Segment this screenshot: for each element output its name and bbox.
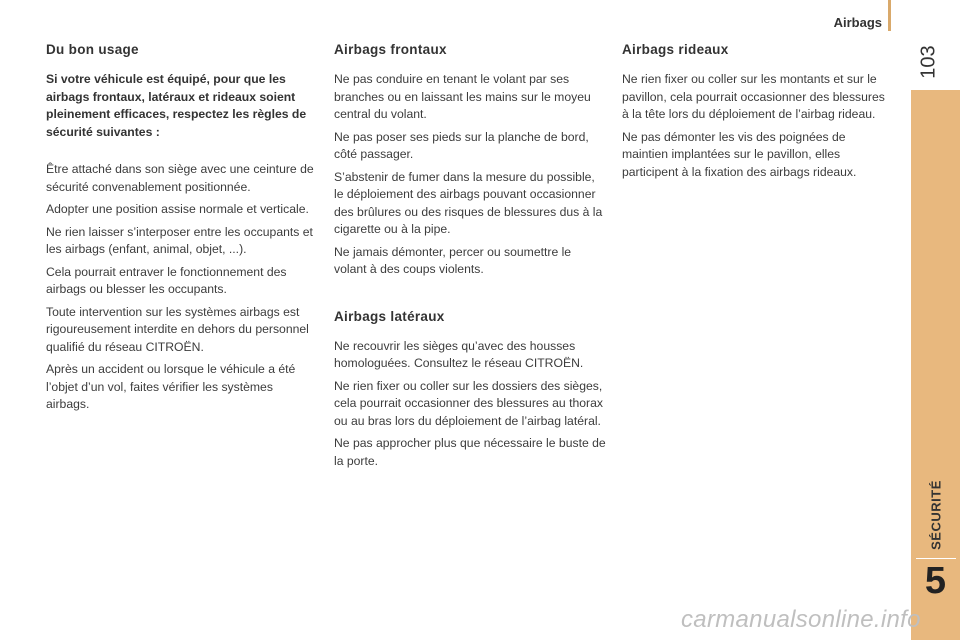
paragraph: Après un accident ou lorsque le véhicule a été l’objet d’un vol, faites vérifier les systèmes airbags. xyxy=(46,362,296,411)
paragraph: Ne rien fixer ou coller sur les dossiers des sièges, cela pourrait occasionner des blessures au thorax ou au bras lors du déploiement de l’airbag latéral. xyxy=(334,378,603,428)
paragraph: Être attaché dans son siège avec une ceinture de sécurité convenablement positionnée. xyxy=(46,162,314,194)
paragraph: Ne rien laisser s’interposer entre les occupants et les airbags (enfant, animal, objet, ...). xyxy=(46,224,313,256)
paragraph: Ne pas démonter les vis des poignées de maintien implantées sur le pavillon, elles participent à la fixation des airbags rideaux. xyxy=(622,129,857,179)
section-label xyxy=(911,470,960,560)
heading-good-usage: Du bon usage xyxy=(46,42,139,57)
heading-side-airbags: Airbags latéraux xyxy=(334,308,445,324)
paragraph: Cela pourrait entraver le fonctionnement des airbags ou blesser les occupants. xyxy=(46,264,287,296)
page-number-text: 103 xyxy=(917,45,940,79)
column-front-airbags xyxy=(334,42,606,475)
paragraph: S’abstenir de fumer dans la mesure du possible, le déploiement des airbags pouvant occasionner des brûlures ou des risques de blessures dus à la cigarette ou à la pipe. xyxy=(334,169,603,236)
paragraph: Ne jamais démonter, percer ou soumettre le volant à des coups violents. xyxy=(334,244,572,276)
column-curtain-airbags xyxy=(622,42,894,186)
paragraph: Ne pas poser ses pieds sur la planche de bord, côté passager. xyxy=(334,129,589,161)
column-good-usage xyxy=(46,42,318,419)
header-accent-rule xyxy=(888,0,891,31)
page-number xyxy=(904,42,954,82)
paragraph: Toute intervention sur les systèmes airbags est rigoureusement interdite en dehors du personnel qualifié du réseau CITROËN. xyxy=(46,304,309,354)
paragraph: Ne rien fixer ou coller sur les montants et sur le pavillon, cela pourrait occasionner des blessures à la tête lors du déploiement de l’airbag rideau. xyxy=(622,72,885,121)
paragraph: Ne pas conduire en tenant le volant par ses branches ou en laissant les mains sur le moyeu central du volant. xyxy=(334,72,591,121)
running-header-title: Airbags xyxy=(833,15,882,30)
chapter-number: 5 xyxy=(924,560,947,602)
tab-divider xyxy=(916,558,956,559)
paragraph: Ne recouvrir les sièges qu’avec des housses homologuées. Consultez le réseau CITROËN. xyxy=(334,338,584,370)
paragraph: Adopter une position assise normale et verticale. xyxy=(46,202,309,216)
heading-curtain-airbags: Airbags rideaux xyxy=(622,42,729,57)
section-label-text: SÉCURITÉ xyxy=(928,480,943,550)
watermark: carmanualsonline.info xyxy=(681,606,921,633)
heading-front-airbags: Airbags frontaux xyxy=(334,42,447,57)
intro-paragraph: Si votre véhicule est équipé, pour que les airbags frontaux, latéraux et rideaux soient pleinement efficaces, respectez les règles de sécurité suivantes : xyxy=(46,72,307,139)
paragraph: Ne pas approcher plus que nécessaire le buste de la porte. xyxy=(334,436,606,468)
